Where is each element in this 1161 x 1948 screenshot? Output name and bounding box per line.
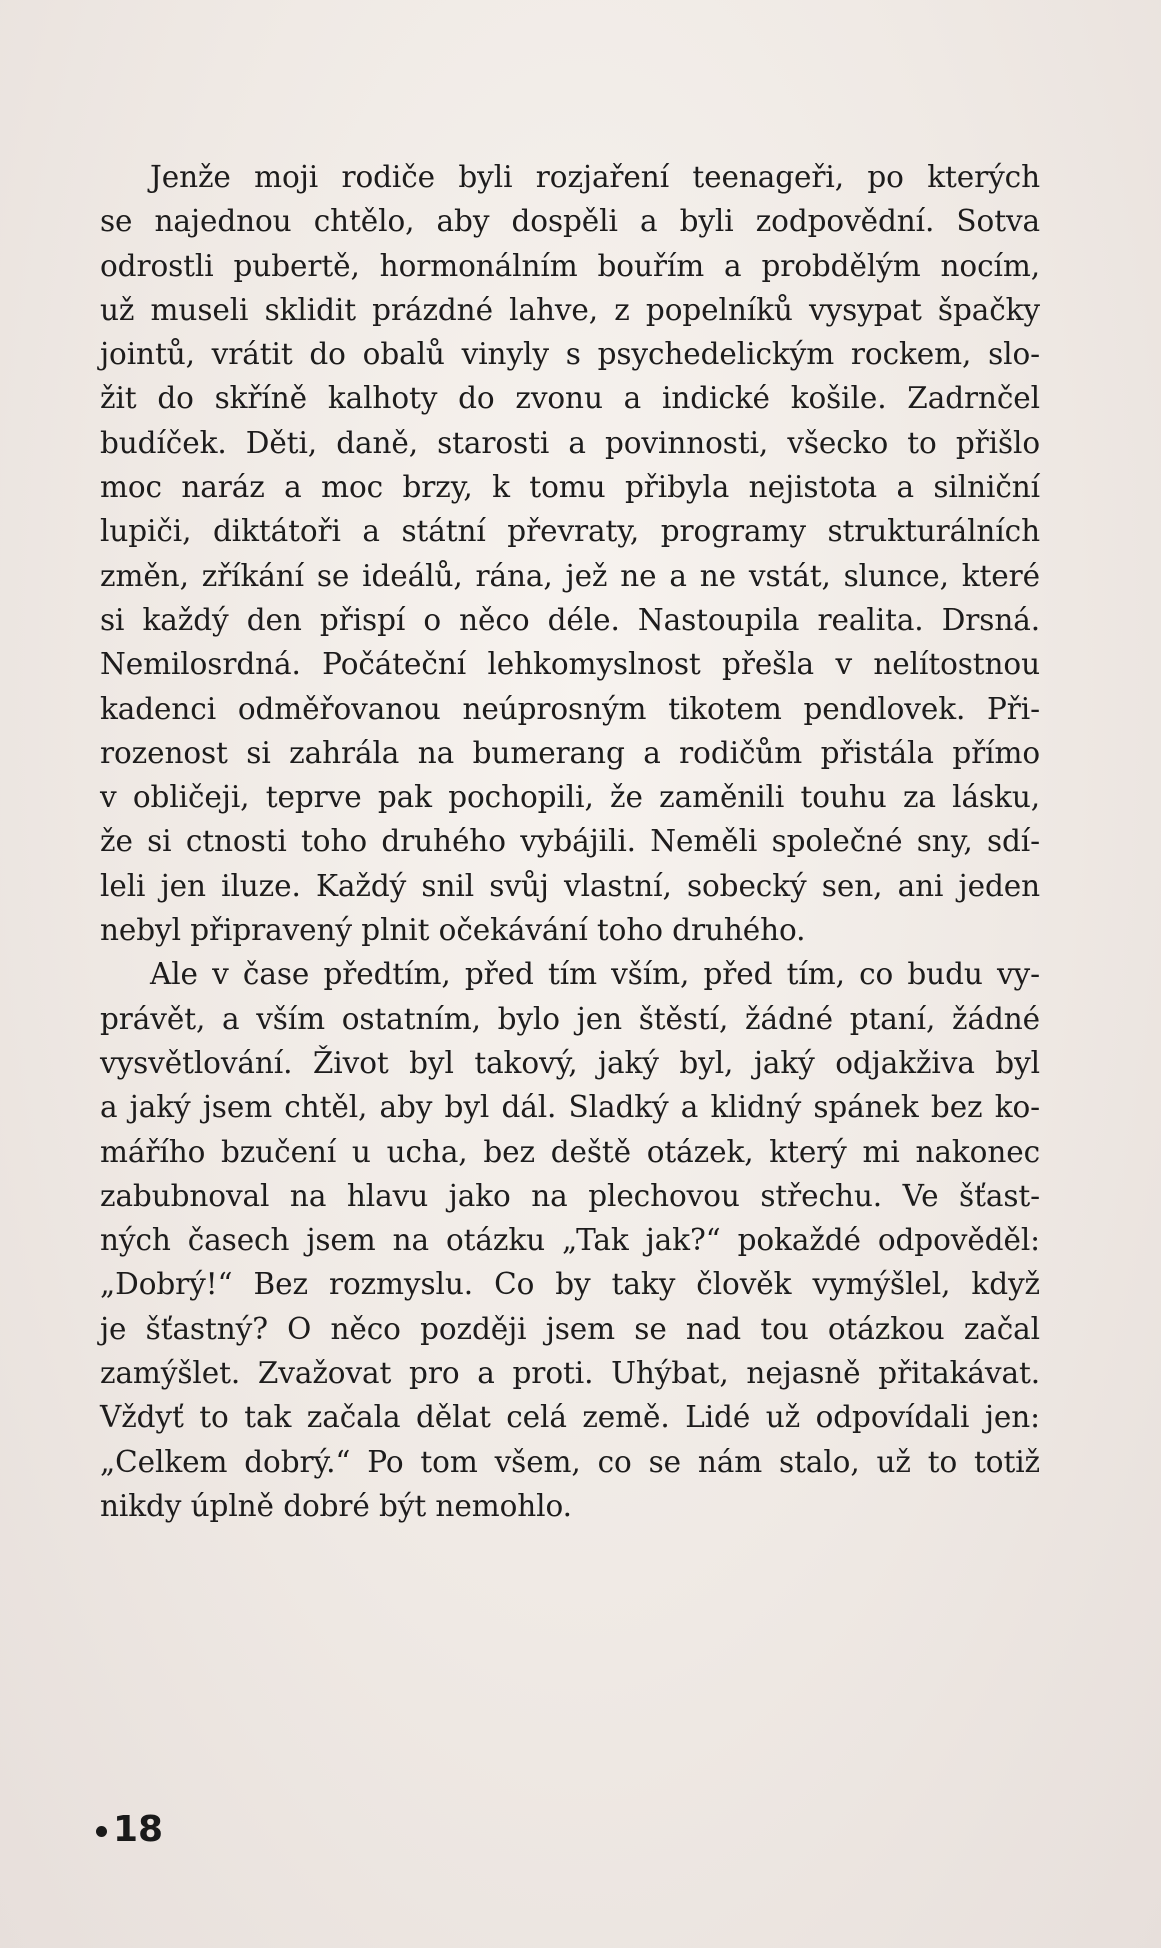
text-line: vysvětlování. Život byl takový, jaký byl, jaký odjakživa byl — [100, 1045, 1040, 1080]
text-line: rozenost si zahrála na bumerang a rodičům přistála přímo — [100, 735, 1040, 770]
text-line: zamýšlet. Zvažovat pro a proti. Uhýbat, nejasně přitakávat. — [100, 1356, 1040, 1391]
text-line: nikdy úplně dobré být nemohlo. — [100, 1488, 572, 1523]
text-line: jointů, vrátit do obalů vinyly s psychedelickým rockem, slo- — [100, 337, 1040, 372]
text-line: nebyl připravený plnit očekávání toho druhého. — [100, 913, 806, 948]
text-line: ných časech jsem na otázku „Tak jak?“ pokaždé odpověděl: — [100, 1223, 1040, 1258]
text-line: budíček. Děti, daně, starosti a povinnosti, všecko to přišlo — [100, 425, 1040, 460]
text-line: že si ctnosti toho druhého vybájili. Neměli společné sny, sdí- — [100, 824, 1040, 859]
text-line: v obličeji, teprve pak pochopili, že zaměnili touhu za lásku, — [100, 780, 1040, 815]
body-text — [100, 155, 1040, 1528]
text-line: moc naráz a moc brzy, k tomu přibyla nejistota a silniční — [100, 470, 1040, 505]
text-line: žit do skříně kalhoty do zvonu a indické košile. Zadrnčel — [100, 381, 1040, 416]
text-line: lupiči, diktátoři a státní převraty, programy strukturálních — [100, 514, 1040, 549]
text-line: zabubnoval na hlavu jako na plechovou střechu. Ve šťast- — [100, 1178, 1040, 1213]
text-line: odrostli pubertě, hormonálním bouřím a probdělým nocím, — [100, 248, 1040, 283]
paragraph — [100, 155, 1040, 952]
text-line: si každý den přispí o něco déle. Nastoupila realita. Drsná. — [100, 602, 1040, 637]
paragraph — [100, 952, 1040, 1528]
text-line: už museli sklidit prázdné lahve, z popelníků vysypat špačky — [100, 292, 1040, 327]
text-line: právět, a vším ostatním, bylo jen štěstí, žádné ptaní, žádné — [100, 1001, 1040, 1036]
text-line: mářího bzučení u ucha, bez deště otázek, který mi nakonec — [100, 1134, 1040, 1169]
text-line: „Celkem dobrý.“ Po tom všem, co se nám stalo, už to totiž — [100, 1444, 1040, 1479]
text-line: a jaký jsem chtěl, aby byl dál. Sladký a klidný spánek bez ko- — [100, 1090, 1040, 1125]
page-number — [96, 1808, 163, 1852]
text-line: je šťastný? O něco později jsem se nad tou otázkou začal — [100, 1311, 1040, 1346]
text-line: Jenže moji rodiče byli rozjaření teenageři, po kterých — [150, 160, 1040, 194]
text-line: se najednou chtělo, aby dospěli a byli zodpovědní. Sotva — [100, 204, 1040, 239]
text-line: Ale v čase předtím, před tím vším, před tím, co budu vy- — [150, 957, 1040, 992]
text-line: Vždyť to tak začala dělat celá země. Lidé už odpovídali jen: — [100, 1400, 1040, 1435]
bullet-icon — [96, 1826, 107, 1837]
page-number-value: 18 — [113, 1809, 164, 1850]
text-line: kadenci odměřovanou neúprosným tikotem pendlovek. Při- — [100, 691, 1040, 726]
text-line: Nemilosrdná. Počáteční lehkomyslnost přešla v nelítostnou — [100, 647, 1040, 682]
text-line: změn, zříkání se ideálů, rána, jež ne a ne vstát, slunce, které — [100, 558, 1040, 593]
text-line: „Dobrý!“ Bez rozmyslu. Co by taky člověk vymýšlel, když — [100, 1267, 1040, 1302]
text-line: leli jen iluze. Každý snil svůj vlastní, sobecký sen, ani jeden — [100, 868, 1040, 903]
